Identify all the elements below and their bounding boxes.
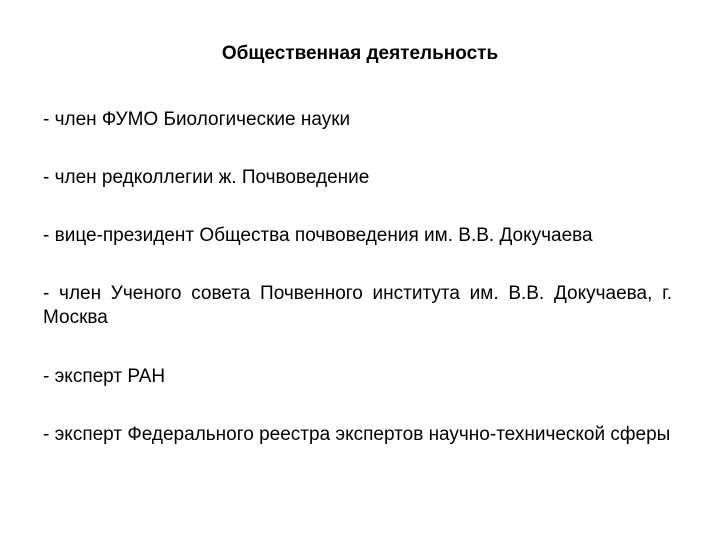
slide-title: Общественная деятельность — [221, 43, 499, 64]
activity-list — [43, 108, 672, 481]
list-item: - эксперт РАН — [43, 366, 166, 387]
list-item: - член Ученого совета Почвенного института им. В.В. Докучаева, г. Москва — [43, 283, 672, 328]
list-item: - вице-президент Общества почвоведения им. В.В. Докучаева — [43, 225, 593, 246]
list-item: - эксперт Федерального реестра экспертов научно-технической сферы — [43, 424, 671, 445]
list-item: - член ФУМО Биологические науки — [43, 109, 351, 130]
list-item: - член редколлегии ж. Почвоведение — [43, 167, 370, 188]
